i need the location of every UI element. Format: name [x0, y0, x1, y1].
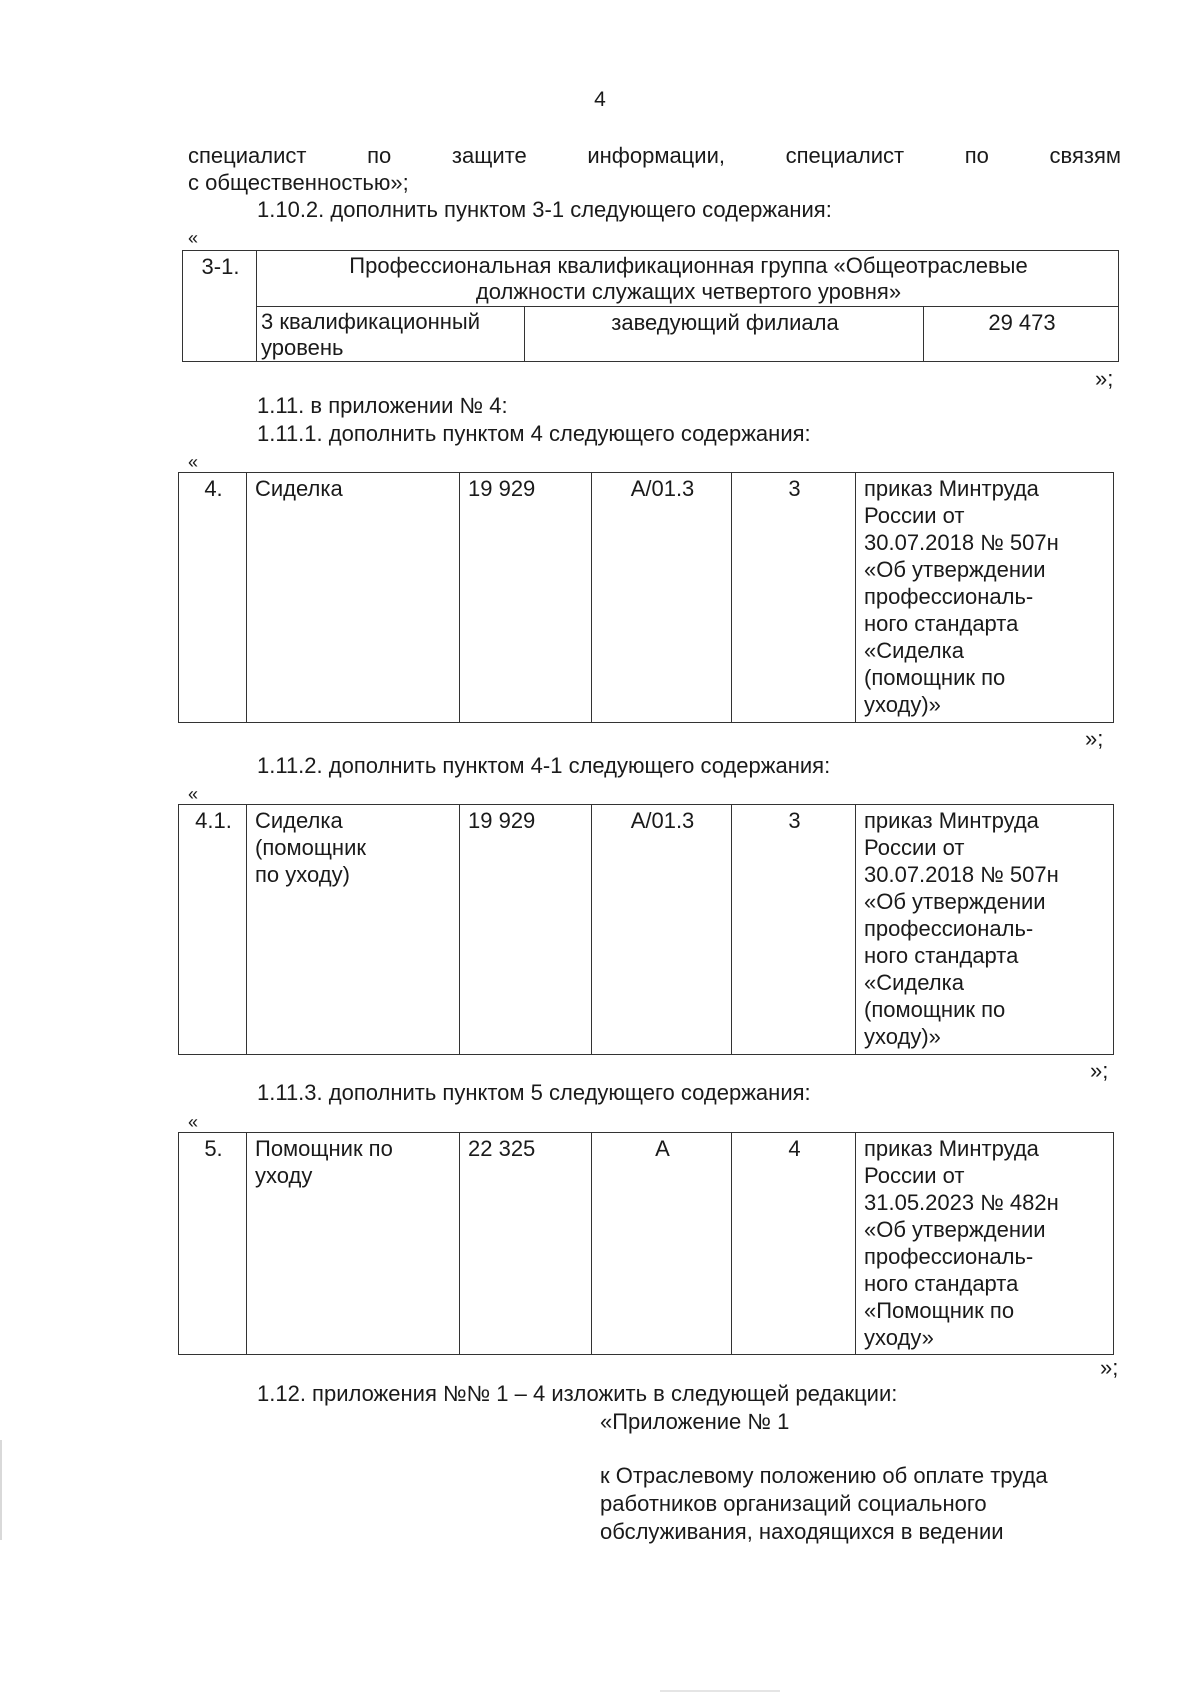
table4-order [856, 1133, 1114, 1355]
table4-order-line: 31.05.2023 № 482н [864, 1190, 1059, 1215]
appendix-caption-line-2: работников организаций социального [600, 1491, 987, 1516]
table2-code: A/01.3 [592, 473, 732, 723]
quote-close-4: »; [1100, 1355, 1119, 1380]
table2-order-line: «Сиделка [864, 638, 964, 663]
table3-name-line: Сиделка [255, 808, 343, 833]
scan-edge-mark [0, 1440, 2, 1540]
table2-order-line: ного стандарта [864, 611, 1019, 636]
item-1-10-2: 1.10.2. дополнить пунктом 3-1 следующего содержания: [257, 197, 832, 222]
table2-num: 4. [179, 473, 247, 723]
quote-open-2: « [188, 452, 199, 472]
table2-order-line: приказ Минтруда [864, 476, 1039, 501]
table2-salary: 19 929 [460, 473, 592, 723]
table1-level [257, 307, 525, 362]
quote-close-2: »; [1085, 726, 1104, 751]
quote-open-1: « [188, 228, 199, 248]
item-1-11-1: 1.11.1. дополнить пунктом 4 следующего содержания: [257, 421, 811, 446]
table3-name-line: по уходу) [255, 862, 350, 887]
table3-order [856, 805, 1114, 1055]
quote-close-3: »; [1090, 1058, 1109, 1083]
table1-num: 3-1. [183, 251, 257, 362]
table1-level-line2: уровень [261, 335, 344, 360]
table3-order-line: «Сиделка [864, 970, 964, 995]
table1-position: заведующий филиала [525, 307, 924, 362]
table3-order-line: ного стандарта [864, 943, 1019, 968]
table3-salary: 19 929 [460, 805, 592, 1055]
quote-open-3: « [188, 784, 199, 804]
table2-level: 3 [732, 473, 856, 723]
table4-order-line: уходу» [864, 1325, 934, 1350]
table2-order-line: уходу)» [864, 692, 941, 717]
table4-num: 5. [179, 1133, 247, 1355]
table-item-5 [178, 1132, 1114, 1355]
table2-order-line: России от [864, 503, 965, 528]
table4-name-line: Помощник по [255, 1136, 393, 1161]
intro-line-1: специалист по защите информации, специалист по связям [188, 143, 1121, 168]
item-1-11-2: 1.11.2. дополнить пунктом 4-1 следующего содержания: [257, 753, 831, 778]
table3-order-line: профессиональ- [864, 916, 1034, 941]
table1-group-title-line1: Профессиональная квалификационная группа «Общеотраслевые [349, 253, 1028, 278]
scan-bottom-mark [660, 1690, 780, 1692]
table4-order-line: «Помощник по [864, 1298, 1015, 1323]
table1-group-title-line2: должности служащих четвертого уровня» [475, 279, 902, 304]
table4-level: 4 [732, 1133, 856, 1355]
table3-name-line: (помощник [255, 835, 366, 860]
appendix-caption-line-3: обслуживания, находящихся в ведении [600, 1519, 1004, 1544]
table2-name: Сиделка [247, 473, 460, 723]
page-number: 4 [594, 88, 606, 111]
table4-order-line: приказ Минтруда [864, 1136, 1039, 1161]
table4-code: A [592, 1133, 732, 1355]
table3-order-line: 30.07.2018 № 507н [864, 862, 1059, 887]
table3-order-line: уходу)» [864, 1024, 941, 1049]
table3-order-line: приказ Минтруда [864, 808, 1039, 833]
item-1-11-3: 1.11.3. дополнить пунктом 5 следующего содержания: [257, 1080, 811, 1105]
item-1-11: 1.11. в приложении № 4: [257, 393, 508, 418]
table4-name-line: уходу [255, 1163, 313, 1188]
table2-order-line: «Об утверждении [864, 557, 1046, 582]
table1-level-line1: 3 квалификационный [261, 309, 481, 334]
quote-close-1: »; [1095, 366, 1114, 391]
table4-name [247, 1133, 460, 1355]
table4-salary: 22 325 [460, 1133, 592, 1355]
table3-name [247, 805, 460, 1055]
table3-order-line: России от [864, 835, 965, 860]
table3-order-line: (помощник по [864, 997, 1006, 1022]
table4-order-line: профессиональ- [864, 1244, 1034, 1269]
table4-order-line: ного стандарта [864, 1271, 1019, 1296]
table-item-4 [178, 472, 1114, 723]
table4-order-line: России от [864, 1163, 965, 1188]
appendix-title: «Приложение № 1 [600, 1409, 790, 1434]
table3-code: A/01.3 [592, 805, 732, 1055]
intro-line-2: с общественностью»; [188, 170, 409, 195]
table4-order-line: «Об утверждении [864, 1217, 1046, 1242]
table2-order-line: профессиональ- [864, 584, 1034, 609]
item-1-12: 1.12. приложения №№ 1 – 4 изложить в следующей редакции: [257, 1381, 898, 1406]
table3-num: 4.1. [179, 805, 247, 1055]
table2-order-line: (помощник по [864, 665, 1006, 690]
table2-order-line: 30.07.2018 № 507н [864, 530, 1059, 555]
appendix-caption-line-1: к Отраслевому положению об оплате труда [600, 1463, 1048, 1488]
table-group-3-1 [182, 250, 1119, 362]
quote-open-4: « [188, 1112, 199, 1132]
table2-order [856, 473, 1114, 723]
table1-salary: 29 473 [924, 307, 1119, 362]
table-item-4-1 [178, 804, 1114, 1055]
table3-order-line: «Об утверждении [864, 889, 1046, 914]
table1-group-title [257, 251, 1119, 307]
table3-level: 3 [732, 805, 856, 1055]
